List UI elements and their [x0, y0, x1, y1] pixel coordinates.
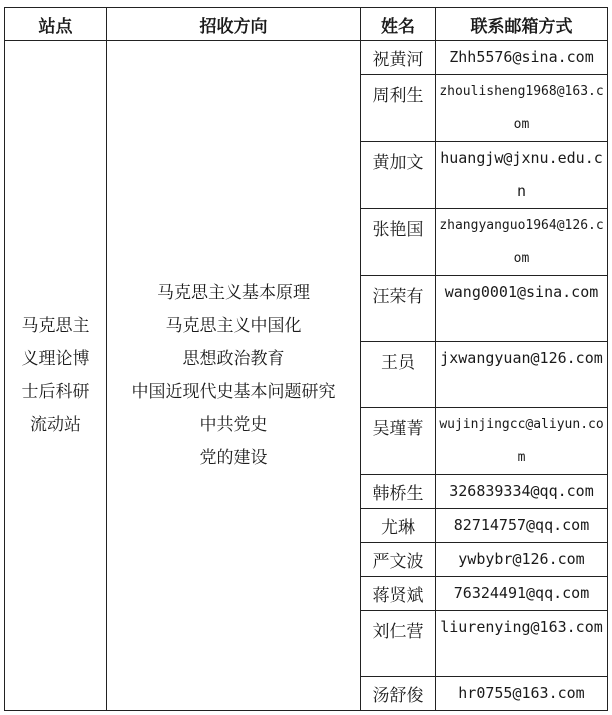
station-line: 士后科研 [21, 381, 90, 402]
contact-name: 汪荣有 [361, 276, 436, 342]
contact-name: 蒋贤斌 [361, 577, 436, 611]
contact-name: 严文波 [361, 543, 436, 577]
contact-name: 汤舒俊 [361, 677, 436, 711]
contact-name: 韩桥生 [361, 475, 436, 509]
contact-email[interactable]: jxwangyuan@126.com [436, 342, 608, 408]
contact-email[interactable]: zhangyanguo1964@126.com [436, 209, 608, 276]
contact-email[interactable]: hr0755@163.com [436, 677, 608, 711]
direction-item: 马克思主义中国化 [165, 315, 302, 336]
table-row [5, 41, 608, 75]
contact-name: 王员 [361, 342, 436, 408]
contact-email[interactable]: 76324491@qq.com [436, 577, 608, 611]
recruitment-table [4, 7, 608, 711]
direction-item: 党的建设 [199, 447, 268, 468]
direction-item: 中国近现代史基本问题研究 [131, 381, 336, 402]
direction-cell [107, 41, 361, 711]
contact-name: 张艳国 [361, 209, 436, 276]
direction-item: 马克思主义基本原理 [157, 282, 310, 303]
header-row [5, 8, 608, 41]
station-line: 流动站 [30, 414, 81, 435]
station-line: 义理论博 [21, 348, 90, 369]
table-body [5, 41, 608, 711]
header-station: 站点 [5, 8, 107, 41]
contact-email[interactable]: wujinjingcc@aliyun.com [436, 408, 608, 475]
contact-name: 刘仁营 [361, 611, 436, 677]
contact-name: 吴瑾菁 [361, 408, 436, 475]
contact-email[interactable]: wang0001@sina.com [436, 276, 608, 342]
station-line: 马克思主 [21, 315, 90, 336]
header-direction: 招收方向 [107, 8, 361, 41]
station-cell [5, 41, 107, 711]
header-email: 联系邮箱方式 [436, 8, 608, 41]
contact-name: 周利生 [361, 75, 436, 142]
contact-name: 黄加文 [361, 142, 436, 209]
contact-email[interactable]: zhoulisheng1968@163.com [436, 75, 608, 142]
contact-email[interactable]: liurenying@163.com [436, 611, 608, 677]
contact-name: 尤琳 [361, 509, 436, 543]
contact-email[interactable]: 82714757@qq.com [436, 509, 608, 543]
contact-name: 祝黄河 [361, 41, 436, 75]
header-name: 姓名 [361, 8, 436, 41]
direction-item: 中共党史 [199, 414, 268, 435]
contact-email[interactable]: 326839334@qq.com [436, 475, 608, 509]
contact-email[interactable]: huangjw@jxnu.edu.cn [436, 142, 608, 209]
contact-email[interactable]: ywbybr@126.com [436, 543, 608, 577]
contact-email[interactable]: Zhh5576@sina.com [436, 41, 608, 75]
direction-item: 思想政治教育 [182, 348, 285, 369]
